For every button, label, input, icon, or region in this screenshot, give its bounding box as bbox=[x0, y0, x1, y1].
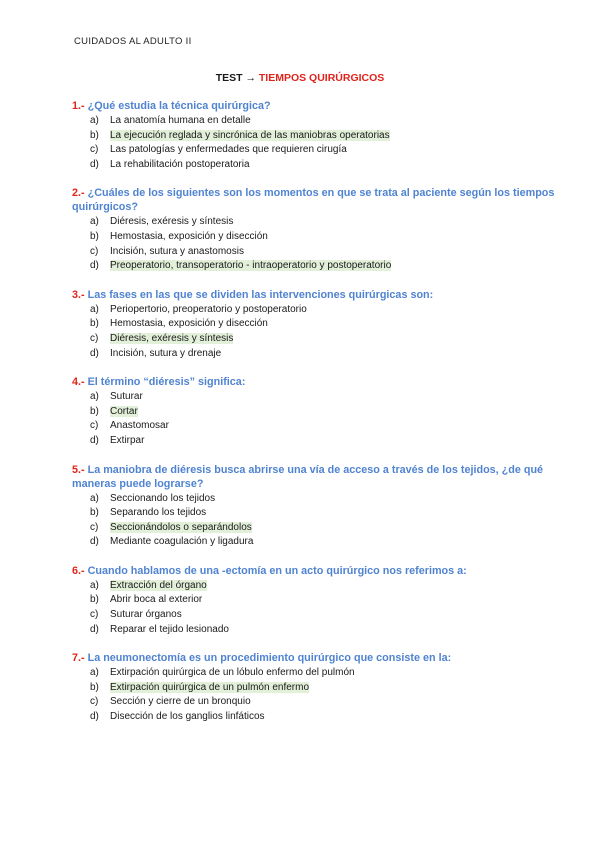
option bbox=[72, 158, 562, 173]
option bbox=[72, 215, 562, 230]
option-correct bbox=[72, 259, 562, 274]
option-list bbox=[72, 492, 562, 550]
option-correct bbox=[72, 129, 562, 144]
option-text: Extirpar bbox=[110, 434, 145, 446]
option-text: Cortar bbox=[110, 405, 138, 417]
question-number: 7.- bbox=[72, 652, 85, 665]
option-text: Preoperatorio, transoperatorio - intraoperatorio y postoperatorio bbox=[110, 260, 392, 272]
option-letter: b) bbox=[90, 594, 99, 606]
question-text bbox=[72, 99, 562, 113]
option-letter: c) bbox=[90, 696, 99, 708]
option-list bbox=[72, 215, 562, 273]
option bbox=[72, 695, 562, 710]
question-number: 1.- bbox=[72, 100, 85, 112]
question-label: El término “diéresis” significa: bbox=[84, 376, 246, 389]
question-text bbox=[72, 288, 562, 302]
question-label: La neumonectomía es un procedimiento quirúrgico que consiste en la: bbox=[84, 652, 452, 665]
title-topic: TIEMPOS QUIRÚRGICOS bbox=[258, 72, 385, 84]
option-letter: a) bbox=[90, 115, 99, 126]
option-text: La anatomía humana en detalle bbox=[110, 115, 251, 126]
question-number: 3.- bbox=[72, 288, 85, 301]
question-4 bbox=[72, 375, 562, 448]
question-3 bbox=[72, 288, 562, 361]
option-letter: c) bbox=[90, 420, 99, 432]
option bbox=[72, 593, 562, 608]
option-text: Disección de los ganglios linfáticos bbox=[110, 711, 265, 723]
option-text: Seccionando los tejidos bbox=[110, 492, 216, 504]
option-text: Periopertorio, preoperatorio y postoperatorio bbox=[110, 303, 307, 315]
option-text: Separando los tejidos bbox=[110, 507, 207, 519]
question-text bbox=[72, 463, 562, 491]
option-letter: b) bbox=[90, 129, 99, 141]
option-correct bbox=[72, 521, 562, 536]
option bbox=[72, 317, 562, 332]
option-letter: b) bbox=[90, 230, 99, 242]
question-text bbox=[72, 651, 562, 665]
option bbox=[72, 114, 562, 129]
option-correct bbox=[72, 332, 562, 347]
option-text: Extracción del órgano bbox=[110, 579, 207, 591]
option-letter: c) bbox=[90, 144, 99, 156]
option-correct bbox=[72, 681, 562, 696]
question-text bbox=[72, 375, 562, 389]
option-text: La rehabilitación postoperatoria bbox=[110, 158, 250, 170]
option-letter: c) bbox=[90, 521, 99, 533]
option-text: Abrir boca al exterior bbox=[110, 594, 203, 606]
option-letter: a) bbox=[90, 391, 99, 403]
option-text: Anastomosar bbox=[110, 420, 169, 432]
question-label: La maniobra de diéresis busca abrirse una vía de acceso a través de los tejidos, ¿de qué maneras puede lograrse? bbox=[72, 463, 544, 490]
option-letter: d) bbox=[90, 260, 99, 272]
option-letter: a) bbox=[90, 303, 99, 315]
option bbox=[72, 230, 562, 245]
option-text: Suturar bbox=[110, 391, 143, 403]
option bbox=[72, 608, 562, 623]
option-letter: a) bbox=[90, 492, 99, 504]
option-list bbox=[72, 303, 562, 361]
option bbox=[72, 492, 562, 507]
option-letter: c) bbox=[90, 245, 99, 257]
option-letter: c) bbox=[90, 332, 99, 344]
option bbox=[72, 419, 562, 434]
question-5 bbox=[72, 463, 562, 550]
question-number: 4.- bbox=[72, 376, 85, 389]
option-text: Incisión, sutura y anastomosis bbox=[110, 245, 244, 257]
question-text bbox=[72, 564, 562, 578]
option-letter: d) bbox=[90, 347, 99, 359]
option-text: Las patologías y enfermedades que requieren cirugía bbox=[110, 144, 347, 156]
option-correct bbox=[72, 579, 562, 594]
option-text: Suturar órganos bbox=[110, 609, 182, 621]
option-list bbox=[72, 390, 562, 448]
option-letter: d) bbox=[90, 158, 99, 170]
option bbox=[72, 303, 562, 318]
question-label: Cuando hablamos de una -ectomía en un acto quirúrgico nos referimos a: bbox=[84, 564, 467, 577]
option-list bbox=[72, 114, 562, 172]
option-text: Diéresis, exéresis y síntesis bbox=[110, 332, 234, 344]
option bbox=[72, 390, 562, 405]
question-2 bbox=[72, 186, 562, 273]
question-number: 2.- bbox=[72, 187, 85, 200]
option-text: Extirpación quirúrgica de un pulmón enfermo bbox=[110, 681, 309, 693]
option-text: Hemostasia, exposición y disección bbox=[110, 230, 268, 242]
option-text: Sección y cierre de un bronquio bbox=[110, 696, 251, 708]
question-6 bbox=[72, 564, 562, 637]
option-text: Diéresis, exéresis y síntesis bbox=[110, 216, 234, 228]
option bbox=[72, 623, 562, 638]
option-text: Mediante coagulación y ligadura bbox=[110, 536, 254, 548]
option bbox=[72, 506, 562, 521]
question-number: 6.- bbox=[72, 564, 85, 577]
option-list bbox=[72, 666, 562, 724]
option bbox=[72, 535, 562, 550]
option bbox=[72, 347, 562, 362]
option bbox=[72, 434, 562, 449]
option-letter: b) bbox=[90, 318, 99, 330]
option-text: Extirpación quirúrgica de un lóbulo enfermo del pulmón bbox=[110, 667, 355, 679]
title-prefix: TEST → bbox=[215, 72, 259, 84]
question-1 bbox=[72, 99, 562, 172]
option bbox=[72, 245, 562, 260]
option-text: Reparar el tejido lesionado bbox=[110, 623, 229, 635]
option bbox=[72, 666, 562, 681]
option-list bbox=[72, 579, 562, 637]
option-letter: b) bbox=[90, 681, 99, 693]
option-letter: b) bbox=[90, 507, 99, 519]
option-text: Seccionándolos o separándolos bbox=[110, 521, 252, 533]
option bbox=[72, 143, 562, 158]
option-letter: d) bbox=[90, 711, 99, 723]
question-text bbox=[72, 186, 562, 214]
option-letter: d) bbox=[90, 623, 99, 635]
question-7 bbox=[72, 651, 562, 724]
option-letter: d) bbox=[90, 434, 99, 446]
page-title bbox=[0, 72, 600, 84]
option-correct bbox=[72, 405, 562, 420]
option-text: La ejecución reglada y sincrónica de las maniobras operatorias bbox=[110, 129, 390, 141]
option-letter: c) bbox=[90, 609, 99, 621]
option bbox=[72, 710, 562, 725]
question-number: 5.- bbox=[72, 463, 85, 476]
document-header: CUIDADOS AL ADULTO II bbox=[74, 36, 192, 47]
option-letter: a) bbox=[90, 216, 99, 228]
option-letter: a) bbox=[90, 579, 99, 591]
option-letter: a) bbox=[90, 667, 99, 679]
option-text: Hemostasia, exposición y disección bbox=[110, 318, 268, 330]
option-letter: b) bbox=[90, 405, 99, 417]
question-label: ¿Cuáles de los siguientes son los momentos en que se trata al paciente según los tiempos quirúrgicos? bbox=[72, 187, 555, 214]
option-letter: d) bbox=[90, 536, 99, 548]
option-text: Incisión, sutura y drenaje bbox=[110, 347, 222, 359]
quiz-list bbox=[72, 99, 562, 739]
question-label: ¿Qué estudia la técnica quirúrgica? bbox=[84, 100, 271, 112]
question-label: Las fases en las que se dividen las intervenciones quirúrgicas son: bbox=[84, 288, 434, 301]
